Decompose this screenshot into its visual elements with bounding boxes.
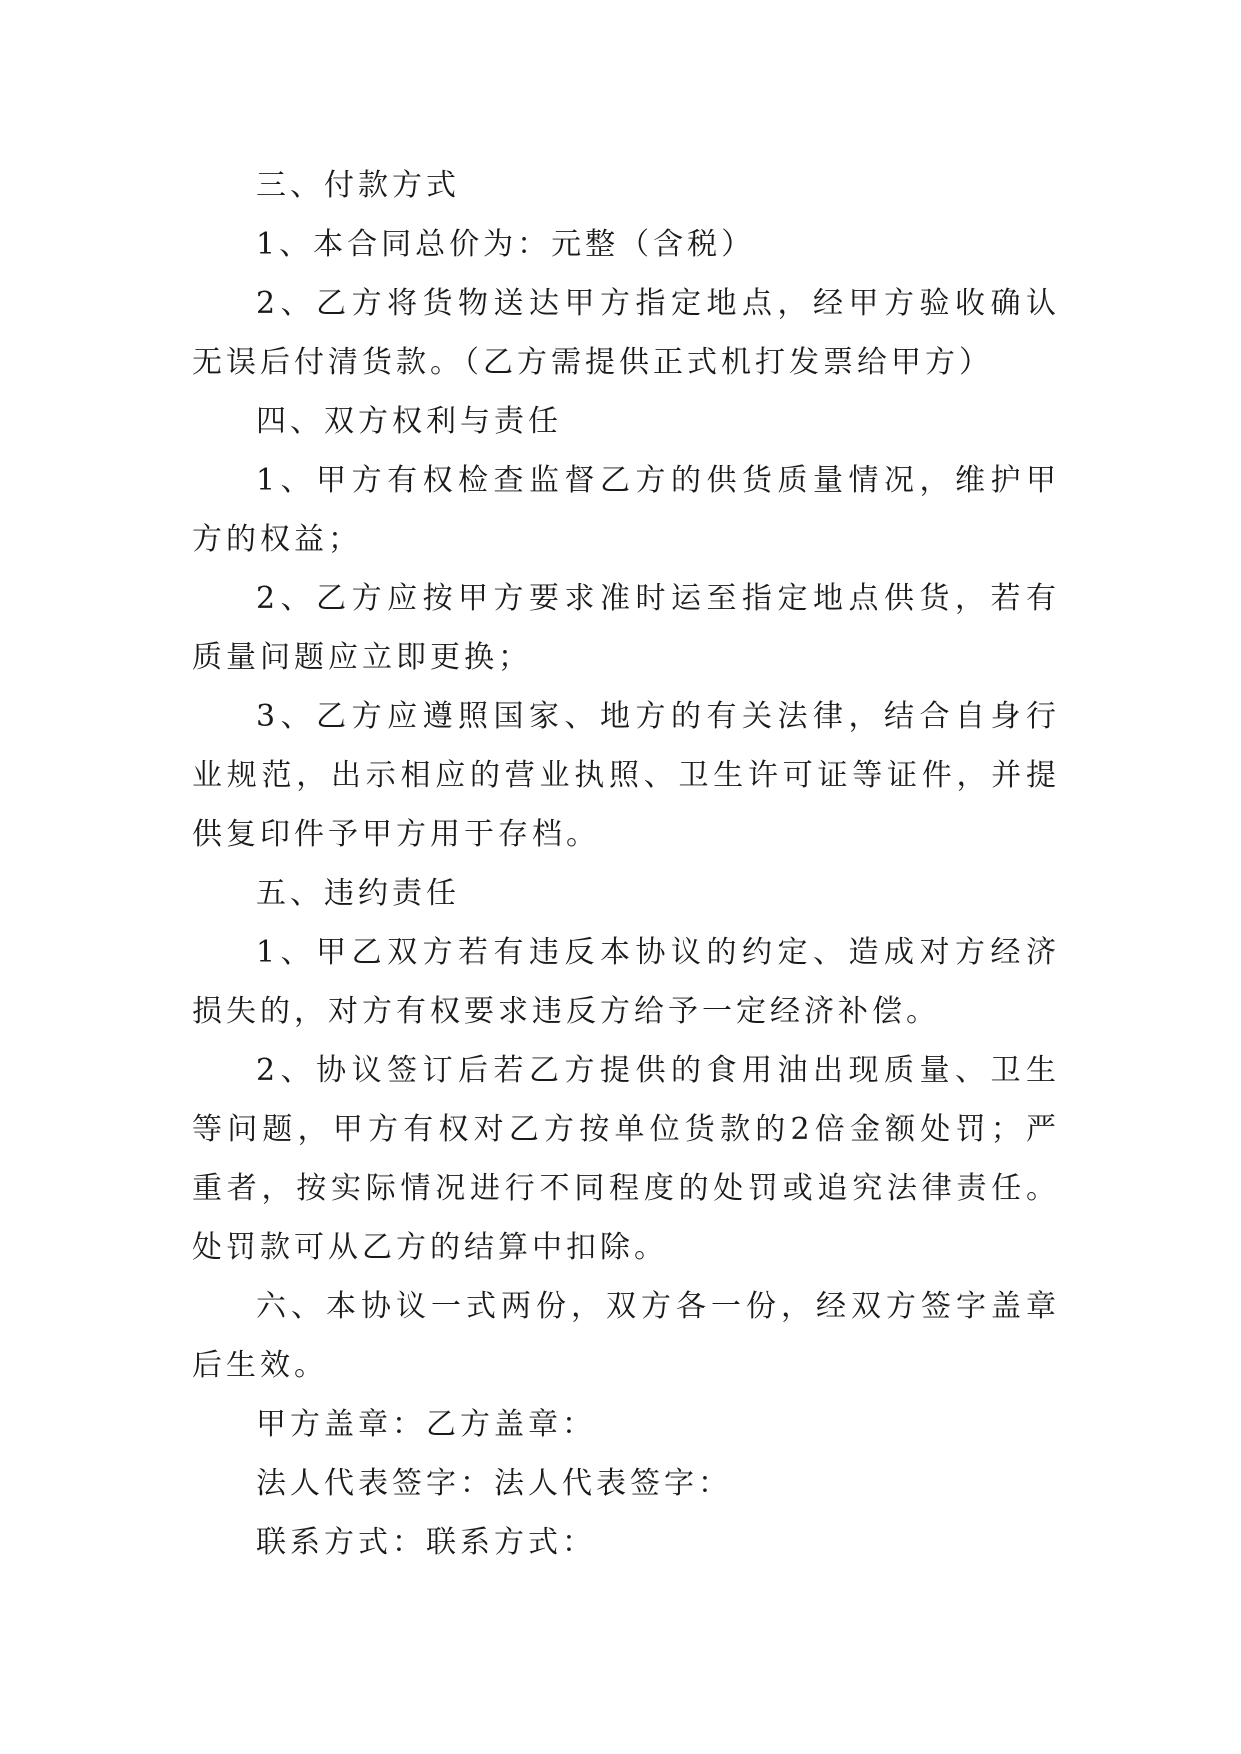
clause-penalty: 2、协议签订后若乙方提供的食用油出现质量、卫生等问题，甲方有权对乙方按单位货款的2倍金额处罚；严重者，按实际情况进行不同程度的处罚或追究法律责任。处罚款可从乙方的结算中扣除。: [192, 1053, 1060, 1265]
section-heading-payment: 三、付款方式: [256, 168, 460, 203]
clause-compensation: 1、甲乙双方若有违反本协议的约定、造成对方经济损失的，对方有权要求违反方给予一定经济补偿。: [192, 935, 1060, 1029]
section-heading-rights: 四、双方权利与责任: [256, 404, 562, 439]
clause-legal-compliance: 3、乙方应遵照国家、地方的有关法律，结合自身行业规范，出示相应的营业执照、卫生许可证等证件，并提供复印件予甲方用于存档。: [192, 699, 1060, 852]
contract-body: [192, 156, 1060, 1572]
clause-on-time-delivery: 2、乙方应按甲方要求准时运至指定地点供货，若有质量问题应立即更换；: [192, 581, 1060, 675]
signature-seal-line: 甲方盖章：乙方盖章：: [256, 1407, 596, 1442]
clause-total-price: 1、本合同总价为：元整（含税）: [256, 227, 756, 262]
section-heading-liability: 五、违约责任: [256, 876, 460, 911]
clause-delivery-payment: 2、乙方将货物送达甲方指定地点，经甲方验收确认无误后付清货款。（乙方需提供正式机打发票给甲方）: [192, 286, 1060, 380]
contact-info-line: 联系方式：联系方式：: [256, 1525, 596, 1560]
clause-copies-effective: 六、本协议一式两份，双方各一份，经双方签字盖章后生效。: [192, 1289, 1060, 1383]
signature-representative-line: 法人代表签字：法人代表签字：: [256, 1466, 732, 1501]
clause-inspection-right: 1、甲方有权检查监督乙方的供货质量情况，维护甲方的权益；: [192, 463, 1060, 557]
